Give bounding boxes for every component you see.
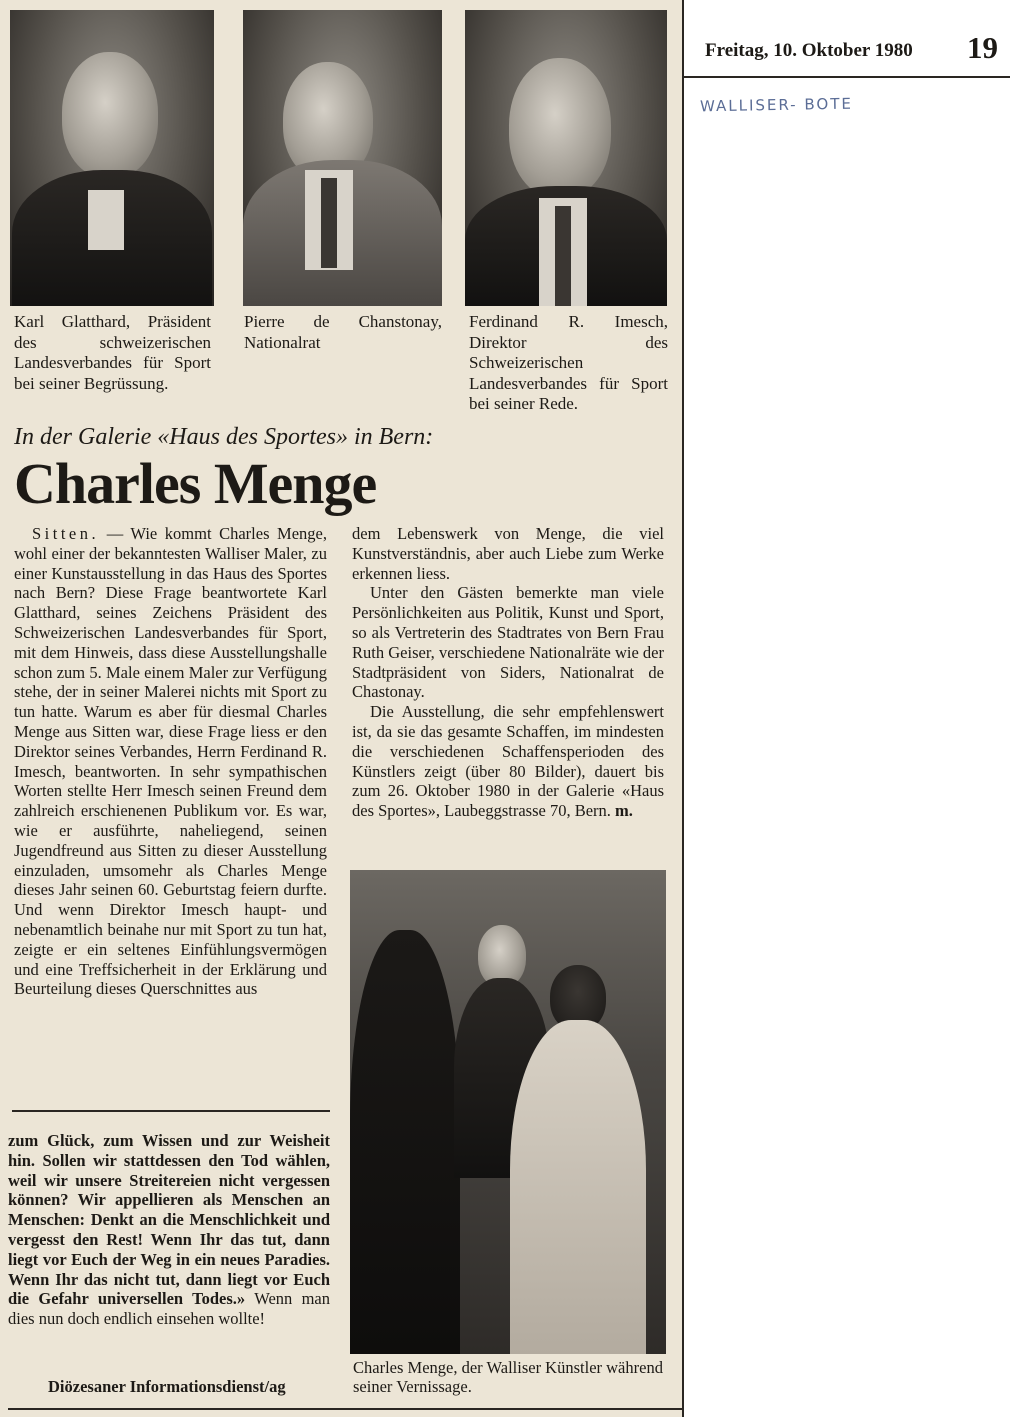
- article-separator: [12, 1110, 330, 1112]
- caption-vernissage: Charles Menge, der Walliser Künstler während seiner Vernissage.: [353, 1358, 663, 1396]
- photo-figure-left: [350, 930, 460, 1354]
- photo-figure-woman: [510, 1020, 646, 1354]
- article-col1-text: — Wie kommt Charles Menge, wohl einer der bekanntesten Walliser Maler, zu einer Kunstausstellung in das Haus des Sportes nach Bern? Diese Frage beantwortete Karl Glatthard, seines Zeichens Präsident des Schweizerischen Landesverbandes für Sport, mit dem Hinweis, dass diese Ausstellungshalle schon zum 5. Male einem Maler zur Verfügung stehe, der in seiner Malerei nichts mit Sport zu tun hatte. Warum es aber für diesmal Charles Menge aus Sitten war, diese Frage liess er den Direktor seines Verbandes, Herrn Ferdinand R. Imesch, beantworten. In sehr sympathischen Worten stellte Herr Imesch seinen Freund dem zahlreich erschienenen Publikum vor. Es war, wie er ausführte, naheliegend, seinen Jugendfreund aus Sitten zu dieser Ausstellung einzuladen, umsomehr als Charles Menge dieses Jahr seinen 60. Geburtstag feiern durfte. Und wenn Direktor Imesch haupt- und nebenamtlich beinahe nur mit Sport zu tun hat, zeigte er ein seltenes Einfühlungsvermögen und eine Treffsicherheit in der Erklärung und Beurteilung dieses Querschnittes aus: [14, 524, 327, 999]
- portrait-tie: [555, 206, 571, 306]
- portrait-tie: [321, 178, 337, 268]
- article-column-2: [352, 524, 664, 821]
- article-kicker: In der Galerie «Haus des Sportes» in Bern:: [14, 424, 434, 450]
- portrait-shirt: [88, 190, 124, 250]
- article-column-1: [14, 524, 327, 999]
- article-headline: Charles Menge: [14, 451, 377, 516]
- page-number: 19: [967, 30, 998, 65]
- caption-imesch: Ferdinand R. Imesch, Direktor des Schweizerischen Landesverbandes für Sport bei seiner Rede.: [469, 312, 668, 413]
- article-dateline: Sitten.: [32, 524, 100, 543]
- article-paragraph: Die Ausstellung, die sehr empfehlenswert ist, da sie das gesamte Schaffen, im mindesten die verschiedenen Schaffensperioden des Künstlers zeigt (über 80 Bilder), dauert bis zum 26. Oktober 1980 in der Galerie «Haus des Sportes», Laubeggstrasse 70, Bern.: [352, 702, 664, 821]
- other-article-plain: Wenn man dies nun doch endlich einsehen wollte!: [8, 1289, 330, 1329]
- issue-date: Freitag, 10. Oktober 1980: [705, 40, 913, 61]
- article-paragraph: Unter den Gästen bemerkte man viele Persönlichkeiten aus Politik, Kunst und Sport, so als Vertreterin des Stadtrates von Bern Frau Ruth Geiser, verschiedene Nationalräte wie der Stadtpräsident von Siders, Nationalrat de Chastonay.: [352, 583, 664, 702]
- other-article-bold: zum Glück, zum Wissen und zur Weisheit hin. Sollen wir stattdessen den Tod wählen, weil wir unsere Streitereien nicht vergessen können? Wir appellieren als Menschen an Menschen: Denkt an die Menschlichkeit und vergesst den Rest! Wenn Ihr das tut, dann liegt vor Euch der Weg in ein neues Paradies. Wenn Ihr das nicht tut, dann liegt vor Euch die Gefahr universellen Todes.»: [8, 1131, 330, 1309]
- clipping-bottom-rule: [8, 1408, 682, 1410]
- caption-chanstonay: Pierre de Chanstonay, Nationalrat: [244, 312, 442, 352]
- article-paragraph: dem Lebenswerk von Menge, die viel Kunstverständnis, aber auch Liebe zum Werke erkennen liess.: [352, 524, 664, 583]
- author-initial: m.: [615, 801, 633, 821]
- portrait-head: [62, 52, 158, 178]
- clipping-right-edge: [682, 0, 684, 1417]
- other-article-text: [8, 1131, 330, 1329]
- other-article-source: Diözesaner Informationsdienst/ag: [48, 1377, 286, 1396]
- handwritten-note: WALLISER- BOTE: [699, 94, 854, 116]
- header-rule: [684, 76, 1010, 78]
- photo-imesch: [465, 10, 667, 306]
- photo-glatthard: [10, 10, 214, 306]
- portrait-head: [509, 58, 611, 198]
- photo-vernissage: [350, 870, 666, 1354]
- caption-glatthard: Karl Glatthard, Präsident des schweizerischen Landesverbandes für Sport bei seiner Begrüssung.: [14, 312, 211, 393]
- photo-chanstonay: [243, 10, 442, 306]
